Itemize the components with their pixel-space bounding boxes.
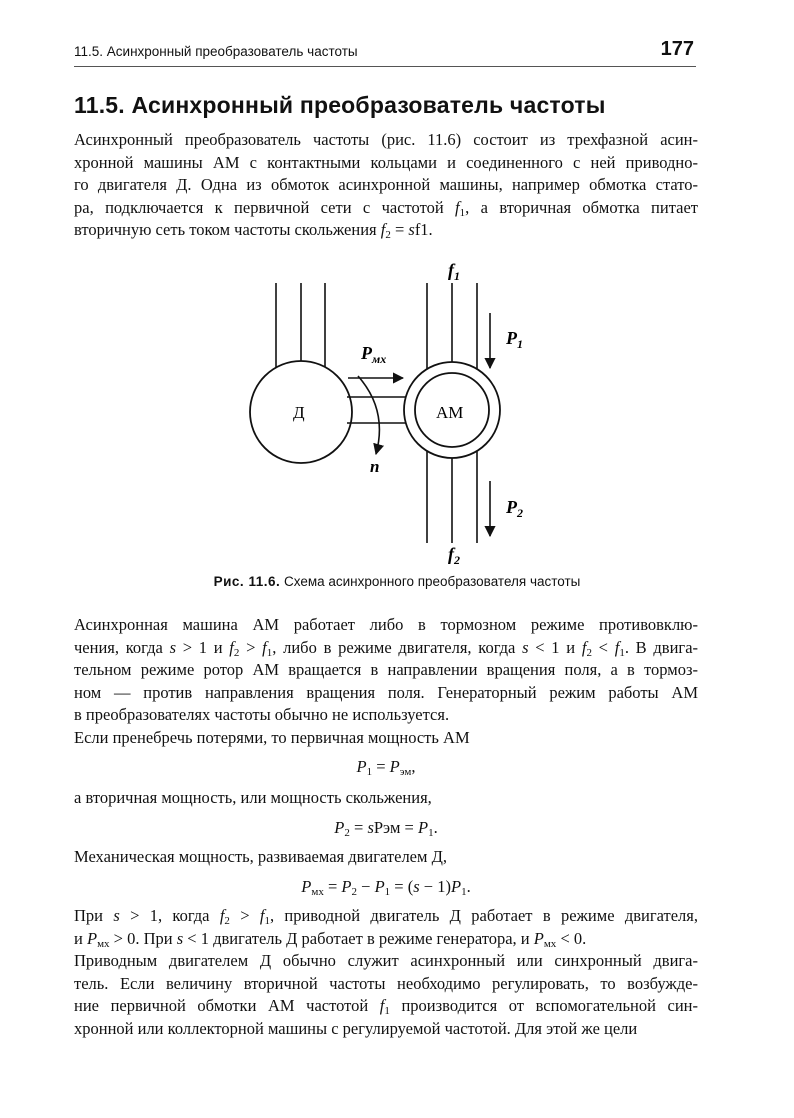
paragraph-secondary: а вторичная мощность, или мощность скольжения, xyxy=(74,788,432,807)
caption-label: Рис. 11.6. xyxy=(213,574,281,589)
figure-caption xyxy=(0,574,794,589)
paragraph-modes: Асинхронная машина АМ работает либо в тормозном режиме противовклю- чения, когда s > 1 и $f_2 > f_1$, либо в режиме двигателя, когда s < 1 и $f_2 < f_1$. В двига- тельном режиме ротор АМ вращается в направлении вращения поля, а в тормоз- ном — против направления вращения поля. Генераторный режим работы АМ в преобразователях частоты обычно не используется. xyxy=(74,615,699,724)
label-rotation: n xyxy=(370,457,380,476)
label-pmh: $P_{мх}$ xyxy=(361,343,387,366)
label-f2: $f_2$ xyxy=(448,544,460,567)
section-title: 11.5. Асинхронный преобразователь частоты xyxy=(74,92,606,118)
label-motor: Д xyxy=(293,403,305,422)
paragraph-drive: Приводным двигателем Д обычно служит асинхронный или синхронный двига- тель. Если величину вторичной частоты необходимо регулировать, то возбужде- ние первичной обмотки АМ частотой $f_1$ производится от вспомогательной син- хронной или коллекторной машины с регулируемой частотой. Для этой же цели xyxy=(74,951,698,1038)
label-p2: $P_2$ xyxy=(506,497,523,520)
paragraph-losses: Если пренебречь потерями, то первичная мощность АМ xyxy=(74,728,470,747)
running-title: 11.5. Асинхронный преобразователь частоты xyxy=(74,44,358,59)
formula-slip-power: $P_2$ = sPэм = $P_1$. xyxy=(334,818,438,839)
running-header xyxy=(74,40,696,67)
paragraph-mechanical: Механическая мощность, развиваемая двигателем Д, xyxy=(74,847,447,866)
paragraph-intro: Асинхронный преобразователь частоты (рис. 11.6) состоит из трехфазной асин- хронной машины АМ с контактными кольцами и соединенного с ней приводно- го двигателя Д. Одна из обмоток асинхронной машины, например обмотка стато- ра, подключается к первичной сети с частотой $f_1$, а вторичная обмотка питает вторичную сеть током частоты скольжения $f_2 = sf1$. xyxy=(74,130,698,241)
label-f1: $f_1$ xyxy=(448,260,460,283)
formula-primary-power: $P_1 = P_{эм}$, xyxy=(356,757,416,778)
formula-mechanical-power: $P_{мх} = P_2 - P_1 = (s - 1)P_1$. xyxy=(301,877,471,898)
label-machine: АМ xyxy=(436,403,464,422)
page-number: 177 xyxy=(660,38,694,60)
converter-scheme-diagram xyxy=(230,258,540,568)
figure-converter-scheme xyxy=(230,258,540,568)
paragraph-motor-modes: При s > 1, когда $f_2 > f_1$, приводной двигатель Д работает в режиме двигателя, и $P_{мх} > 0$. При s < 1 двигатель Д работает в режиме генератора, и $P_{мх} < 0$. xyxy=(74,906,699,950)
label-p1: $P_1$ xyxy=(506,328,523,351)
caption-text: Схема асинхронного преобразователя частоты xyxy=(283,574,581,589)
rotation-arrow xyxy=(358,376,379,454)
